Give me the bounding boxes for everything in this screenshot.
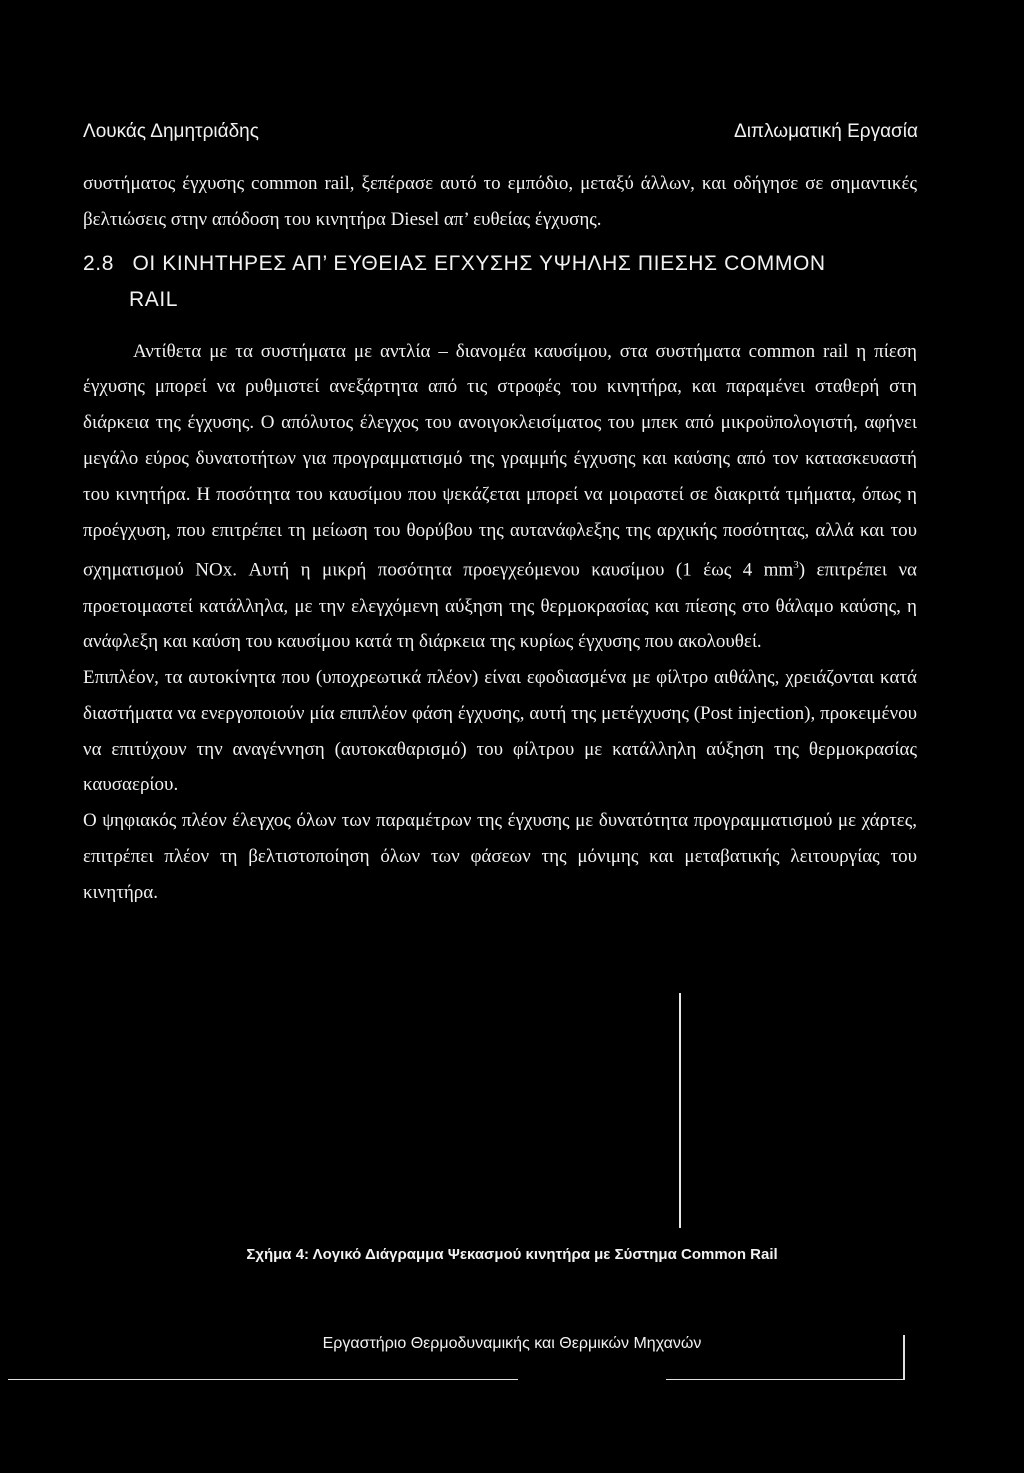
footer-rule-right (666, 1379, 905, 1380)
document-type: Διπλωματική Εργασία (734, 121, 918, 142)
author-name: Λουκάς Δημητριάδης (83, 121, 259, 142)
paragraph-1-text-cont: ) επιτρέπει να προετοιμαστεί κατάλληλα, με την ελεγχόμενη αύξηση της θερμοκρασίας και πίεσης στο θάλαμο καύσης, η ανάφλεξη και καύση του καυσίμου κατά τη διάρκεια της κυρίως έγχυσης που ακολουθεί. (83, 559, 917, 653)
paragraph-1-text: Αντίθετα με τα συστήματα με αντλία – διανομέα καυσίμου, στα συστήματα common rail η πίεση έγχυσης μπορεί να ρυθμιστεί ανεξάρτητα από τις στροφές του κινητήρα, και παραμένει σταθερή στη διάρκεια της έγχυσης. Ο απόλυτος έλεγχος του ανοιγοκλεισίματος του μπεκ από μικροϋπολογιστή, αφήνει μεγάλο εύρος δυνατοτήτων για προγραμματισμό της γραμμής έγχυσης και καύσης από τον κατασκευαστή του κινητήρα. Η ποσότητα του καυσίμου που ψεκάζεται μπορεί να μοιραστεί σε διακριτά τμήματα, όπως η προέγχυση, που επιτρέπει τη μείωση του θορύβου της αυτανάφλεξης της αρχικής ποσότητας, αλλά και του σχηματισμού NOx. Αυτή η μικρή ποσότητα προεγχεόμενου καυσίμου (1 έως 4 mm (83, 340, 917, 581)
section-number: 2.8 (83, 251, 114, 275)
footer-lab-name: Εργαστήριο Θερμοδυναμικής και Θερμικών Μηχανών (322, 1335, 702, 1352)
intro-paragraph: συστήματος έγχυσης common rail, ξεπέρασε αυτό το εμπόδιο, μεταξύ άλλων, και οδήγησε σε σημαντικές βελτιώσεις στην απόδοση του κινητήρα Diesel απ’ ευθείας έγχυσης. (83, 173, 917, 230)
superscript: 3 (793, 559, 799, 572)
figure-connector-line (679, 993, 681, 1228)
paragraph-1 (83, 334, 917, 661)
figure-caption: Σχήμα 4: Λογικό Διάγραμμα Ψεκασμού κινητήρα με Σύστημα Common Rail (246, 1246, 778, 1263)
section-title-line2: RAIL (129, 287, 179, 311)
paragraph-3: Ο ψηφιακός πλέον έλεγχος όλων των παραμέτρων της έγχυσης με δυνατότητα προγραμματισμού με χάρτες, επιτρέπει πλέον τη βελτιστοποίηση όλων των φάσεων της μόνιμης και μεταβατικής λειτουργίας του κινητήρα. (83, 810, 917, 903)
page-header (83, 121, 918, 149)
section-heading (83, 246, 917, 318)
section-title-line1: ΟΙ ΚΙΝΗΤΗΡΕΣ ΑΠ’ ΕΥΘΕΙΑΣ ΕΓΧΥΣΗΣ ΥΨΗΛΗΣ ΠΙΕΣΗΣ COMMON (132, 251, 826, 275)
paragraph-2: Επιπλέον, τα αυτοκίνητα που (υποχρεωτικά πλέον) είναι εφοδιασμένα με φίλτρο αιθάλης, χρειάζονται κατά διαστήματα να ενεργοποιούν μία επιπλέον φάση έγχυσης, αυτή της μετέγχυσης (Post injection), προκειμένου να επιτύχουν την αναγέννηση (αυτοκαθαρισμό) του φίλτρου με κατάλληλη αύξηση της θερμοκρασίας καυσαερίου. (83, 667, 917, 796)
footer-rule-left (8, 1379, 518, 1380)
main-content (83, 166, 917, 911)
footer-tick-line (903, 1335, 905, 1379)
